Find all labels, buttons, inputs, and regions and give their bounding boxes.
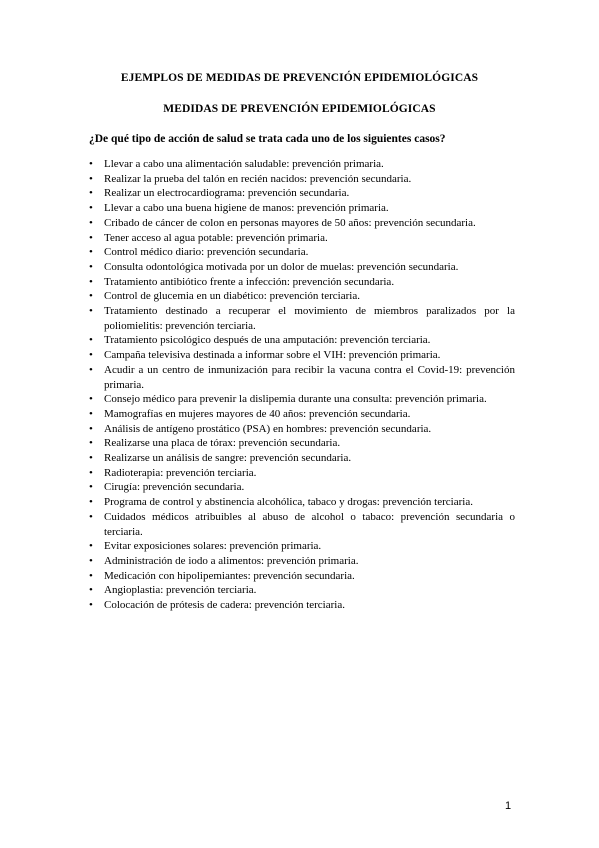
bullet-icon: • xyxy=(89,407,93,420)
list-item xyxy=(89,569,515,584)
list-item-text: Medicación con hipolipemiantes: prevención secundaria. xyxy=(104,569,355,582)
bullet-icon: • xyxy=(89,466,93,479)
list-item xyxy=(89,451,515,466)
list-item xyxy=(89,348,515,363)
bullet-icon: • xyxy=(89,231,93,244)
list-item xyxy=(89,245,515,260)
list-item xyxy=(89,172,515,187)
list-item-text: Radioterapia: prevención terciaria. xyxy=(104,466,257,479)
bullet-icon: • xyxy=(89,393,93,406)
bullet-icon: • xyxy=(89,422,93,435)
page-number: 1 xyxy=(505,800,512,812)
list-item-text: Llevar a cabo una alimentación saludable: prevención primaria. xyxy=(104,158,384,170)
list-item-text: Campaña televisiva destinada a informar sobre el VIH: prevención primaria. xyxy=(104,349,441,362)
list-item xyxy=(89,407,515,422)
bullet-icon: • xyxy=(89,172,93,185)
list-item xyxy=(89,392,515,407)
list-item-text: Administración de iodo a alimentos: prevención primaria. xyxy=(104,554,359,567)
list-item-text: Acudir a un centro de inmunización para recibir la vacuna contra el Covid-19: prevención primaria. xyxy=(104,363,515,391)
list-item xyxy=(89,201,515,216)
list-item xyxy=(89,216,515,231)
bullet-icon: • xyxy=(89,275,93,288)
list-item xyxy=(89,466,515,481)
list-item-text: Cirugía: prevención secundaria. xyxy=(104,481,245,494)
bullet-icon: • xyxy=(89,158,93,170)
bullet-icon: • xyxy=(89,481,93,494)
list-item-text: Realizarse una placa de tórax: prevención secundaria. xyxy=(104,437,341,450)
list-item-text: Mamografías en mujeres mayores de 40 años: prevención secundaria. xyxy=(104,407,411,420)
document-subtitle: MEDIDAS DE PREVENCIÓN EPIDEMIOLÓGICAS xyxy=(163,103,436,115)
bullet-icon: • xyxy=(89,554,93,567)
list-item xyxy=(89,231,515,246)
bullet-icon: • xyxy=(89,496,93,509)
list-item-text: Llevar a cabo una buena higiene de manos: prevención primaria. xyxy=(104,202,389,215)
list-item xyxy=(89,495,515,510)
list-item-text: Colocación de prótesis de cadera: prevención terciaria. xyxy=(104,599,345,612)
list-item xyxy=(89,436,515,451)
list-item xyxy=(89,260,515,275)
list-item-text: Evitar exposiciones solares: prevención primaria. xyxy=(104,540,322,553)
list-item xyxy=(89,333,515,348)
examples-list xyxy=(89,157,515,613)
list-item xyxy=(89,289,515,304)
bullet-icon: • xyxy=(89,540,93,553)
list-item-text: Realizar la prueba del talón en recién nacidos: prevención secundaria. xyxy=(104,172,412,185)
bullet-icon: • xyxy=(89,569,93,582)
bullet-icon: • xyxy=(89,260,93,273)
list-item xyxy=(89,157,515,172)
document-title: EJEMPLOS DE MEDIDAS DE PREVENCIÓN EPIDEMIOLÓGICAS xyxy=(120,72,479,84)
list-item-text: Realizarse un análisis de sangre: prevención secundaria. xyxy=(104,452,352,465)
question-heading: ¿De qué tipo de acción de salud se trata cada uno de los siguientes casos? xyxy=(89,133,446,145)
list-item-text: Tratamiento psicológico después de una amputación: prevención terciaria. xyxy=(104,334,431,347)
list-item-text: Control médico diario: prevención secundaria. xyxy=(104,246,309,259)
bullet-icon: • xyxy=(89,216,93,229)
bullet-icon: • xyxy=(89,363,93,376)
list-item xyxy=(89,510,515,539)
bullet-icon: • xyxy=(89,187,93,200)
list-item xyxy=(89,480,515,495)
bullet-icon: • xyxy=(89,305,93,318)
bullet-icon: • xyxy=(89,599,93,612)
list-item xyxy=(89,304,515,333)
list-item xyxy=(89,554,515,569)
list-item-text: Tratamiento destinado a recuperar el movimiento de miembros paralizados por la poliomielitis: prevención terciaria. xyxy=(104,305,515,332)
list-item-text: Tratamiento antibiótico frente a infección: prevención secundaria. xyxy=(104,275,395,288)
list-item-text: Tener acceso al agua potable: prevención primaria. xyxy=(104,231,328,244)
list-item-text: Cribado de cáncer de colon en personas mayores de 50 años: prevención secundaria. xyxy=(104,216,476,229)
list-item xyxy=(89,186,515,201)
bullet-icon: • xyxy=(89,437,93,450)
bullet-icon: • xyxy=(89,202,93,215)
bullet-icon: • xyxy=(89,510,93,523)
list-item xyxy=(89,363,515,392)
list-item xyxy=(89,598,515,613)
list-item-text: Angioplastia: prevención terciaria. xyxy=(104,584,257,597)
list-item-text: Consulta odontológica motivada por un dolor de muelas: prevención secundaria. xyxy=(104,260,459,273)
list-item-text: Cuidados médicos atribuibles al abuso de alcohol o tabaco: prevención secundaria o terciaria. xyxy=(104,510,515,538)
list-item xyxy=(89,583,515,598)
bullet-icon: • xyxy=(89,584,93,597)
list-item xyxy=(89,539,515,554)
list-item-text: Control de glucemia en un diabético: prevención terciaria. xyxy=(104,290,360,303)
list-item-text: Realizar un electrocardiograma: prevención secundaria. xyxy=(104,187,350,200)
list-item xyxy=(89,422,515,437)
list-item-text: Consejo médico para prevenir la dislipemia durante una consulta: prevención primaria. xyxy=(104,393,487,406)
bullet-icon: • xyxy=(89,349,93,362)
list-item-text: Programa de control y abstinencia alcohólica, tabaco y drogas: prevención terciaria. xyxy=(104,496,473,509)
list-item-text: Análisis de antígeno prostático (PSA) en hombres: prevención secundaria. xyxy=(104,422,432,435)
list-item xyxy=(89,275,515,290)
bullet-icon: • xyxy=(89,290,93,303)
bullet-icon: • xyxy=(89,452,93,465)
bullet-icon: • xyxy=(89,334,93,347)
bullet-icon: • xyxy=(89,246,93,259)
